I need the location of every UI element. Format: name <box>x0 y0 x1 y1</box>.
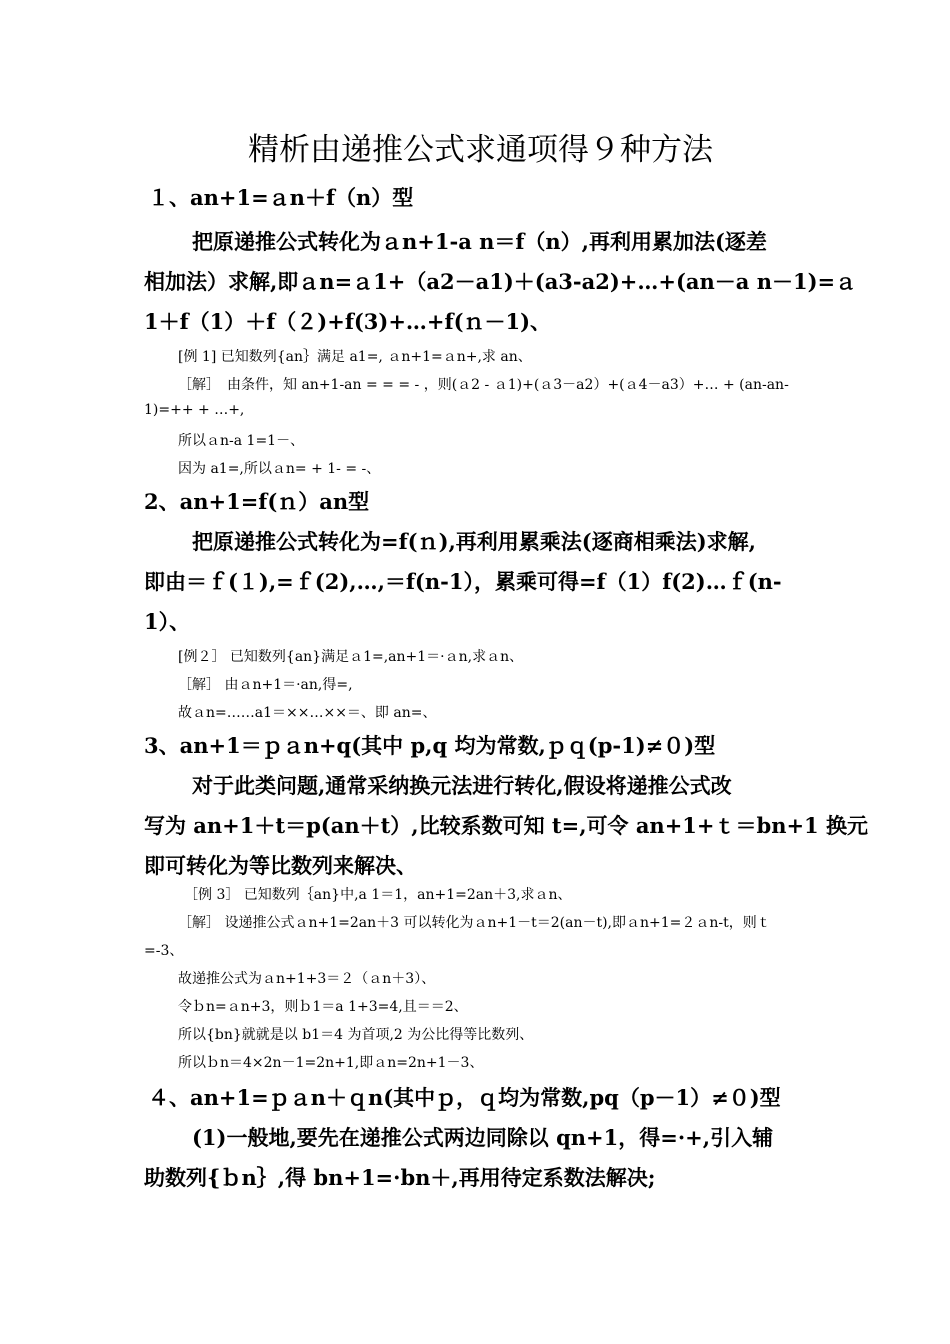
solution-line: 令ｂn=ａn+3，则ｂ1＝a 1+3=4,且＝＝2、 <box>178 999 468 1015</box>
paragraph-line: 把原递推公式转化为ａn+1-a n＝f（n）,再利用累加法(逐差 <box>192 229 767 254</box>
page-title: 精析由递推公式求通项得９种方法 <box>248 132 713 168</box>
solution-line: 1)=++ + …+, <box>144 402 245 418</box>
example-line: ［例 3］ 已知数列｛an}中,a 1＝1，an+1=2an＋3,求ａn、 <box>184 887 572 903</box>
section-heading-2: 2、an+1=f(ｎ）an型 <box>144 489 370 514</box>
example-line: [例 1] 已知数列{an｝满足 a1=, ａn+1=ａn+,求 an、 <box>178 349 532 365</box>
solution-line: ［解］ 由条件，知 an+1-an = = = - ，则(ａ2 - ａ1)+(ａ3－a2）+(ａ4－a3）+… + (an-an- <box>178 377 789 393</box>
solution-line: 故递推公式为ａn+1+3＝２（ａn＋3）、 <box>178 971 436 987</box>
paragraph-line: 对于此类问题,通常采纳换元法进行转化,假设将递推公式改 <box>192 773 732 798</box>
paragraph-line: 1）、 <box>144 609 191 634</box>
solution-line: =-3、 <box>144 943 184 959</box>
solution-line: 因为 a1=,所以ａn= + 1- = -、 <box>178 461 381 477</box>
solution-line: ［解］ 设递推公式ａn+1=2an＋3 可以转化为ａn+1－t＝2(an－t),即ａn+1=２ａn-t，则ｔ <box>178 915 771 931</box>
solution-line: ［解］ 由ａn+1＝·an,得=, <box>178 677 353 693</box>
paragraph-line: 即由＝ｆ(１),=ｆ(2),…,＝f(n-1），累乘可得=f（1）f(2)…ｆ(n- <box>144 569 782 594</box>
example-line: [例２］ 已知数列{an}满足ａ1=,an+1＝·ａn,求ａn、 <box>178 649 524 665</box>
solution-line: 故ａn=……a1＝××…××＝、即 an=、 <box>178 705 437 721</box>
section-heading-1: １、an+1=ａn＋f（n）型 <box>148 185 414 210</box>
section-heading-4: ４、an+1=ｐａn＋ｑn(其中ｐ，ｑ均为常数,pq（p－1）≠０)型 <box>148 1085 781 1110</box>
solution-line: 所以{bn}就就是以 b1＝4 为首项,2 为公比得等比数列、 <box>178 1027 534 1043</box>
paragraph-line: 即可转化为等比数列来解决、 <box>144 853 417 878</box>
paragraph-line: 写为 an+1＋t＝p(an＋t）,比较系数可知 t=,可令 an+1+ｔ＝bn+1 换元 <box>144 813 868 838</box>
paragraph-line: 相加法）求解,即ａn=ａ1+（a2－a1)＋(a3-a2)+…+(an－a n－1)=ａ <box>144 269 857 294</box>
solution-line: 所以ｂn＝4×2n－1=2n+1,即ａn=2n+1－3、 <box>178 1055 484 1071</box>
paragraph-line: 1＋f（1）＋f（２)+f(3)+…+f(ｎ－1)、 <box>144 309 552 334</box>
paragraph-line: 助数列{ｂn｝,得 bn+1=·bn＋,再用待定系数法解决; <box>144 1165 656 1190</box>
paragraph-line: 把原递推公式转化为=f(ｎ),再利用累乘法(逐商相乘法)求解, <box>192 529 756 554</box>
section-heading-3: 3、an+1＝ｐａn+q(其中 p,q 均为常数,ｐｑ(p-1)≠０)型 <box>144 733 716 758</box>
paragraph-line: (1)一般地,要先在递推公式两边同除以 qn+1，得=·+,引入辅 <box>192 1125 774 1150</box>
solution-line: 所以ａn-a 1=1－、 <box>178 433 305 449</box>
